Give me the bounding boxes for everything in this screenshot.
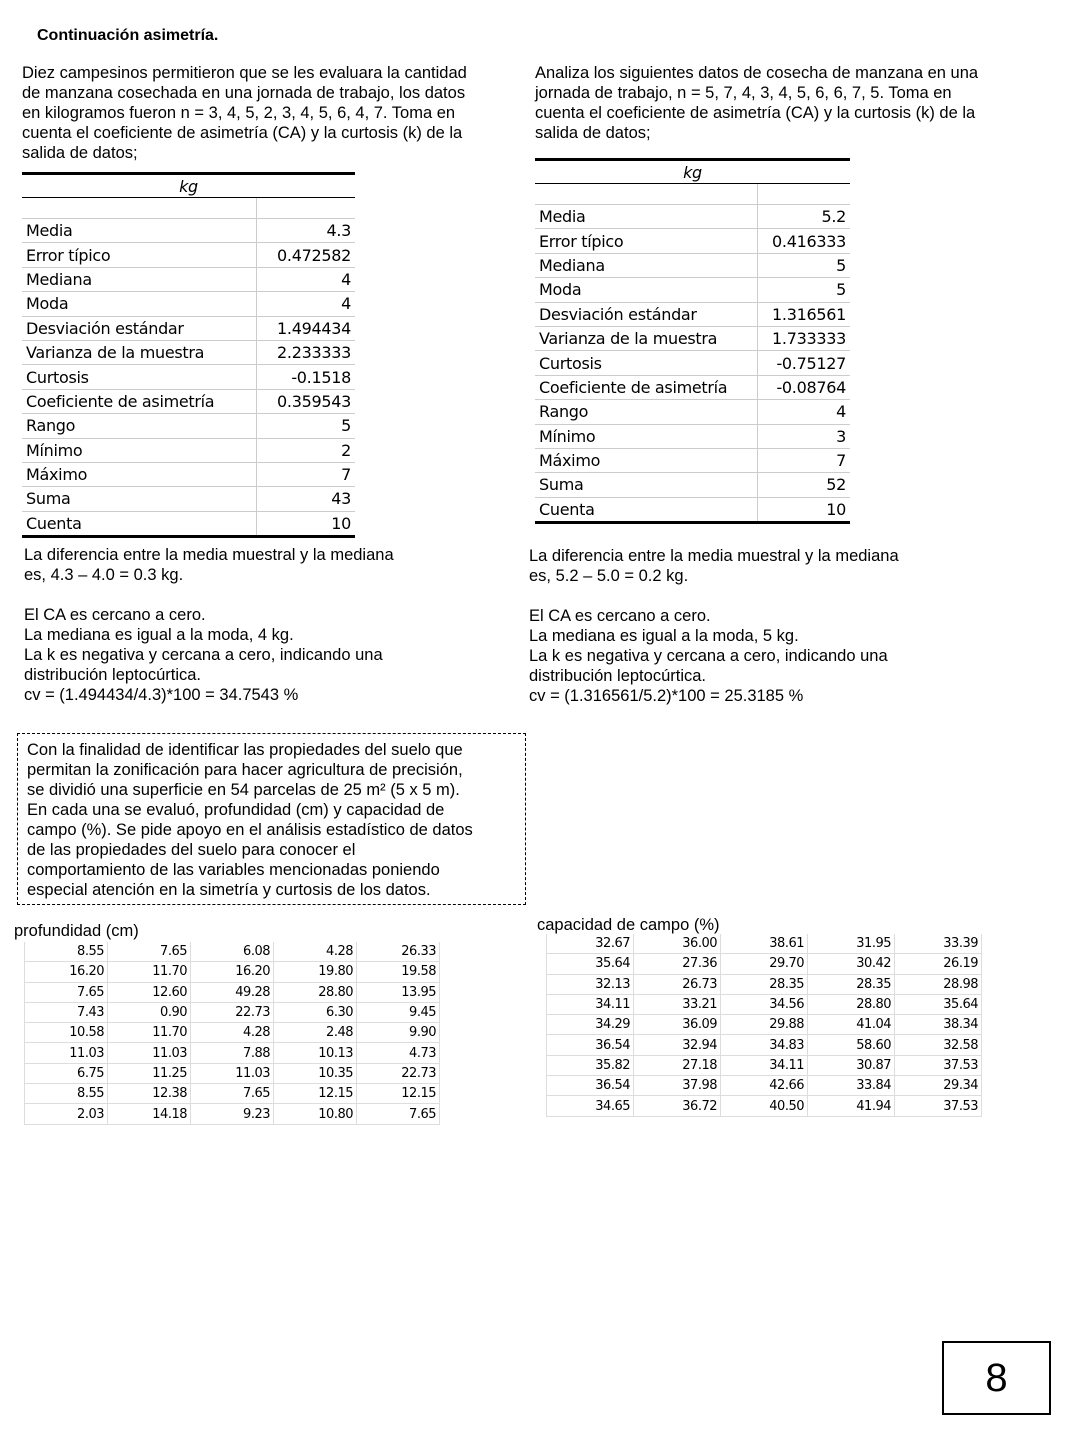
blank-cell xyxy=(757,184,850,205)
data-cell: 33.39 xyxy=(895,934,982,954)
data-cell: 11.25 xyxy=(108,1063,191,1083)
data-cell: 19.58 xyxy=(357,962,440,982)
table-row xyxy=(535,229,850,253)
data-cell: 34.11 xyxy=(547,994,634,1014)
data-cell: 6.75 xyxy=(25,1063,108,1083)
data-cell: 34.11 xyxy=(721,1055,808,1075)
data-cell: 49.28 xyxy=(191,982,274,1002)
data-cell: 4.28 xyxy=(274,942,357,962)
text-line: permitan la zonificación para hacer agricultura de precisión, xyxy=(27,761,463,779)
data-cell: 14.18 xyxy=(108,1104,191,1124)
data-cell: 11.03 xyxy=(108,1043,191,1063)
data-cell: 33.21 xyxy=(634,994,721,1014)
stat-label: Cuenta xyxy=(535,497,757,522)
table-row xyxy=(547,934,982,954)
stat-value: 4.3 xyxy=(257,219,355,243)
text-line: En cada una se evaluó, profundidad (cm) y capacidad de xyxy=(27,801,445,819)
section-title: Continuación asimetría. xyxy=(37,27,219,44)
data-cell: 28.35 xyxy=(721,974,808,994)
text-line: La k es negativa y cercana a cero, indicando una xyxy=(529,647,888,665)
table-row xyxy=(535,253,850,277)
stat-label: Error típico xyxy=(535,229,757,253)
stat-value: 1.494434 xyxy=(257,316,355,340)
text-line: Analiza los siguientes datos de cosecha de manzana en una xyxy=(535,64,979,82)
table-row xyxy=(22,340,355,364)
data-cell: 12.15 xyxy=(274,1084,357,1104)
data-cell: 32.94 xyxy=(634,1035,721,1055)
data-cell: 6.30 xyxy=(274,1002,357,1022)
stat-value: 5 xyxy=(757,278,850,302)
text-line: La mediana es igual a la moda, 5 kg. xyxy=(529,627,799,645)
data-cell: 0.90 xyxy=(108,1002,191,1022)
table-row xyxy=(22,243,355,267)
stat-label: Desviación estándar xyxy=(22,316,257,340)
data-cell: 6.08 xyxy=(191,942,274,962)
stat-label: Moda xyxy=(22,292,257,316)
text-line: comportamiento de las variables mencionadas poniendo xyxy=(27,861,440,879)
text-line: es, 5.2 – 5.0 = 0.2 kg. xyxy=(529,567,689,585)
stat-label: Desviación estándar xyxy=(535,302,757,326)
data-cell: 2.48 xyxy=(274,1023,357,1043)
stat-label: Mediana xyxy=(535,253,757,277)
data-cell: 30.42 xyxy=(808,954,895,974)
table-header-row xyxy=(22,174,355,198)
text-line: Diez campesinos permitieron que se les evaluara la cantidad xyxy=(22,64,467,82)
text-line: jornada de trabajo, n = 5, 7, 4, 3, 4, 5, 6, 6, 7, 5. Toma en xyxy=(535,84,952,102)
data-cell: 7.65 xyxy=(191,1084,274,1104)
page-number: 8 xyxy=(942,1341,1051,1415)
data-cell: 34.83 xyxy=(721,1035,808,1055)
data-cell: 41.04 xyxy=(808,1015,895,1035)
stat-value: 0.359543 xyxy=(257,389,355,413)
text-line xyxy=(529,586,899,606)
text-line: distribución leptocúrtica. xyxy=(529,667,707,685)
data-cell: 10.35 xyxy=(274,1063,357,1083)
text-line xyxy=(24,585,394,605)
data-cell: 34.56 xyxy=(721,994,808,1014)
table-row xyxy=(22,462,355,486)
data-cell: 41.94 xyxy=(808,1096,895,1116)
table-row xyxy=(25,962,440,982)
stat-label: Coeficiente de asimetría xyxy=(535,375,757,399)
data-cell: 7.65 xyxy=(25,982,108,1002)
data-cell: 7.88 xyxy=(191,1043,274,1063)
data-cell: 27.18 xyxy=(634,1055,721,1075)
right-intro xyxy=(535,63,978,143)
data-cell: 22.73 xyxy=(357,1063,440,1083)
data-cell: 8.55 xyxy=(25,942,108,962)
data-cell: 10.58 xyxy=(25,1023,108,1043)
stat-label: Varianza de la muestra xyxy=(535,326,757,350)
stat-value: -0.75127 xyxy=(757,351,850,375)
table-row xyxy=(22,511,355,536)
stat-label: Mínimo xyxy=(535,424,757,448)
data-cell: 29.88 xyxy=(721,1015,808,1035)
text-line: se dividió una superficie en 54 parcelas de 25 m² (5 x 5 m). xyxy=(27,781,460,799)
data-cell: 28.80 xyxy=(808,994,895,1014)
data-cell: 35.64 xyxy=(895,994,982,1014)
stat-label: Rango xyxy=(22,414,257,438)
profundidad-label: profundidad (cm) xyxy=(14,922,139,940)
stat-label: Curtosis xyxy=(535,351,757,375)
text-line: salida de datos; xyxy=(535,124,651,142)
table-row xyxy=(535,497,850,522)
stat-value: -0.1518 xyxy=(257,365,355,389)
data-cell: 33.84 xyxy=(808,1076,895,1096)
table-row xyxy=(25,1023,440,1043)
stat-label: Máximo xyxy=(535,448,757,472)
table-row xyxy=(22,292,355,316)
data-cell: 26.33 xyxy=(357,942,440,962)
text-line: El CA es cercano a cero. xyxy=(24,606,206,624)
data-cell: 10.13 xyxy=(274,1043,357,1063)
data-cell: 36.54 xyxy=(547,1035,634,1055)
data-cell: 12.38 xyxy=(108,1084,191,1104)
data-cell: 29.34 xyxy=(895,1076,982,1096)
data-cell: 11.03 xyxy=(191,1063,274,1083)
data-cell: 34.29 xyxy=(547,1015,634,1035)
table-row xyxy=(25,982,440,1002)
data-cell: 13.95 xyxy=(357,982,440,1002)
data-cell: 16.20 xyxy=(25,962,108,982)
data-cell: 12.15 xyxy=(357,1084,440,1104)
stat-value: 5 xyxy=(757,253,850,277)
data-cell: 36.00 xyxy=(634,934,721,954)
data-cell: 37.53 xyxy=(895,1096,982,1116)
table-row xyxy=(535,302,850,326)
table-header: kg xyxy=(535,160,850,184)
capacidad-table xyxy=(546,934,982,1117)
data-cell: 36.09 xyxy=(634,1015,721,1035)
data-cell: 28.80 xyxy=(274,982,357,1002)
stat-label: Curtosis xyxy=(22,365,257,389)
data-cell: 30.87 xyxy=(808,1055,895,1075)
table-row xyxy=(547,974,982,994)
data-cell: 28.35 xyxy=(808,974,895,994)
table-row xyxy=(547,1015,982,1035)
data-cell: 36.54 xyxy=(547,1076,634,1096)
table-row xyxy=(547,994,982,1014)
stat-value: 52 xyxy=(757,473,850,497)
text-line: salida de datos; xyxy=(22,144,138,162)
stat-label: Rango xyxy=(535,400,757,424)
data-cell: 32.58 xyxy=(895,1035,982,1055)
table-row xyxy=(535,400,850,424)
data-cell: 40.50 xyxy=(721,1096,808,1116)
data-cell: 7.65 xyxy=(357,1104,440,1124)
stat-label: Media xyxy=(22,219,257,243)
table-header: kg xyxy=(22,174,355,198)
table-row xyxy=(547,1076,982,1096)
stat-value: -0.08764 xyxy=(757,375,850,399)
text-line: La k es negativa y cercana a cero, indicando una xyxy=(24,646,383,664)
data-cell: 9.23 xyxy=(191,1104,274,1124)
data-cell: 26.19 xyxy=(895,954,982,974)
data-cell: 35.64 xyxy=(547,954,634,974)
data-cell: 27.36 xyxy=(634,954,721,974)
capacidad-label: capacidad de campo (%) xyxy=(537,916,720,934)
text-line: La diferencia entre la media muestral y la mediana xyxy=(529,547,899,565)
stat-value: 0.472582 xyxy=(257,243,355,267)
data-cell: 38.34 xyxy=(895,1015,982,1035)
table-row xyxy=(535,278,850,302)
table-row xyxy=(22,438,355,462)
table-row xyxy=(22,389,355,413)
data-cell: 8.55 xyxy=(25,1084,108,1104)
text-line: en kilogramos fueron n = 3, 4, 5, 2, 3, 4, 5, 6, 4, 7. Toma en xyxy=(22,104,456,122)
text-line: especial atención en la simetría y curtosis de los datos. xyxy=(27,881,431,899)
data-cell: 31.95 xyxy=(808,934,895,954)
data-cell: 9.45 xyxy=(357,1002,440,1022)
blank-cell xyxy=(22,198,257,219)
table-row xyxy=(535,448,850,472)
data-cell: 4.28 xyxy=(191,1023,274,1043)
stat-value: 5 xyxy=(257,414,355,438)
text-line: distribución leptocúrtica. xyxy=(24,666,202,684)
text-line: cuenta el coeficiente de asimetría (CA) y la curtosis (k) de la xyxy=(22,124,463,142)
table-row xyxy=(22,219,355,243)
data-cell: 7.65 xyxy=(108,942,191,962)
data-cell: 11.70 xyxy=(108,962,191,982)
blank-row xyxy=(22,198,355,219)
stat-label: Coeficiente de asimetría xyxy=(22,389,257,413)
table-row xyxy=(535,424,850,448)
stat-value: 4 xyxy=(757,400,850,424)
text-line: El CA es cercano a cero. xyxy=(529,607,711,625)
stat-value: 43 xyxy=(257,487,355,511)
table-header-row xyxy=(535,160,850,184)
stat-value: 5.2 xyxy=(757,205,850,229)
stat-value: 4 xyxy=(257,267,355,291)
data-cell: 11.03 xyxy=(25,1043,108,1063)
text-line: La mediana es igual a la moda, 4 kg. xyxy=(24,626,294,644)
text-line: cuenta el coeficiente de asimetría (CA) y la curtosis (k) de la xyxy=(535,104,976,122)
table-row xyxy=(547,1096,982,1116)
table-row xyxy=(535,351,850,375)
data-cell: 28.98 xyxy=(895,974,982,994)
data-cell: 37.53 xyxy=(895,1055,982,1075)
data-cell: 34.65 xyxy=(547,1096,634,1116)
stat-label: Mediana xyxy=(22,267,257,291)
data-cell: 38.61 xyxy=(721,934,808,954)
stat-label: Mínimo xyxy=(22,438,257,462)
blank-row xyxy=(535,184,850,205)
stat-value: 10 xyxy=(257,511,355,536)
data-cell: 29.70 xyxy=(721,954,808,974)
table-row xyxy=(547,1035,982,1055)
stat-label: Varianza de la muestra xyxy=(22,340,257,364)
table-row xyxy=(535,326,850,350)
data-cell: 4.73 xyxy=(357,1043,440,1063)
table-row xyxy=(547,954,982,974)
table-row xyxy=(25,1104,440,1124)
data-cell: 42.66 xyxy=(721,1076,808,1096)
text-line: Con la finalidad de identificar las propiedades del suelo que xyxy=(27,741,463,759)
table-row xyxy=(22,365,355,389)
blank-cell xyxy=(535,184,757,205)
data-cell: 2.03 xyxy=(25,1104,108,1124)
data-cell: 37.98 xyxy=(634,1076,721,1096)
blank-cell xyxy=(257,198,355,219)
table-row xyxy=(22,487,355,511)
stat-value: 1.733333 xyxy=(757,326,850,350)
text-line: cv = (1.494434/4.3)*100 = 34.7543 % xyxy=(24,686,299,704)
stat-value: 4 xyxy=(257,292,355,316)
stat-label: Error típico xyxy=(22,243,257,267)
stat-value: 0.416333 xyxy=(757,229,850,253)
table-row xyxy=(25,1084,440,1104)
table-row xyxy=(535,473,850,497)
data-cell: 10.80 xyxy=(274,1104,357,1124)
text-line: La diferencia entre la media muestral y la mediana xyxy=(24,546,394,564)
data-cell: 36.72 xyxy=(634,1096,721,1116)
left-stats-table xyxy=(22,172,355,538)
table-row xyxy=(25,1002,440,1022)
stat-value: 2.233333 xyxy=(257,340,355,364)
right-notes xyxy=(529,546,899,706)
table-row xyxy=(22,267,355,291)
table-row xyxy=(25,1043,440,1063)
stat-value: 7 xyxy=(757,448,850,472)
data-cell: 12.60 xyxy=(108,982,191,1002)
stat-value: 2 xyxy=(257,438,355,462)
stat-value: 1.316561 xyxy=(757,302,850,326)
profundidad-table xyxy=(24,942,440,1125)
stat-value: 7 xyxy=(257,462,355,486)
text-line: es, 4.3 – 4.0 = 0.3 kg. xyxy=(24,566,184,584)
data-cell: 9.90 xyxy=(357,1023,440,1043)
stat-label: Suma xyxy=(535,473,757,497)
text-line: de manzana cosechada en una jornada de trabajo, los datos xyxy=(22,84,466,102)
text-line: de las propiedades del suelo para conocer el xyxy=(27,841,356,859)
table-row xyxy=(25,942,440,962)
stat-label: Máximo xyxy=(22,462,257,486)
data-cell: 16.20 xyxy=(191,962,274,982)
left-intro xyxy=(22,63,467,163)
stat-label: Media xyxy=(535,205,757,229)
left-notes xyxy=(24,545,394,705)
stat-label: Moda xyxy=(535,278,757,302)
table-row xyxy=(22,316,355,340)
table-row xyxy=(535,205,850,229)
data-cell: 7.43 xyxy=(25,1002,108,1022)
data-cell: 32.67 xyxy=(547,934,634,954)
problem-box xyxy=(17,733,526,905)
data-cell: 22.73 xyxy=(191,1002,274,1022)
data-cell: 19.80 xyxy=(274,962,357,982)
stat-label: Cuenta xyxy=(22,511,257,536)
data-cell: 32.13 xyxy=(547,974,634,994)
right-stats-table xyxy=(535,158,850,524)
stat-label: Suma xyxy=(22,487,257,511)
table-row xyxy=(22,414,355,438)
text-line: campo (%). Se pide apoyo en el análisis estadístico de datos xyxy=(27,821,473,839)
text-line: cv = (1.316561/5.2)*100 = 25.3185 % xyxy=(529,687,804,705)
table-row xyxy=(547,1055,982,1075)
data-cell: 58.60 xyxy=(808,1035,895,1055)
data-cell: 35.82 xyxy=(547,1055,634,1075)
table-row xyxy=(25,1063,440,1083)
stat-value: 10 xyxy=(757,497,850,522)
table-row xyxy=(535,375,850,399)
stat-value: 3 xyxy=(757,424,850,448)
data-cell: 26.73 xyxy=(634,974,721,994)
data-cell: 11.70 xyxy=(108,1023,191,1043)
